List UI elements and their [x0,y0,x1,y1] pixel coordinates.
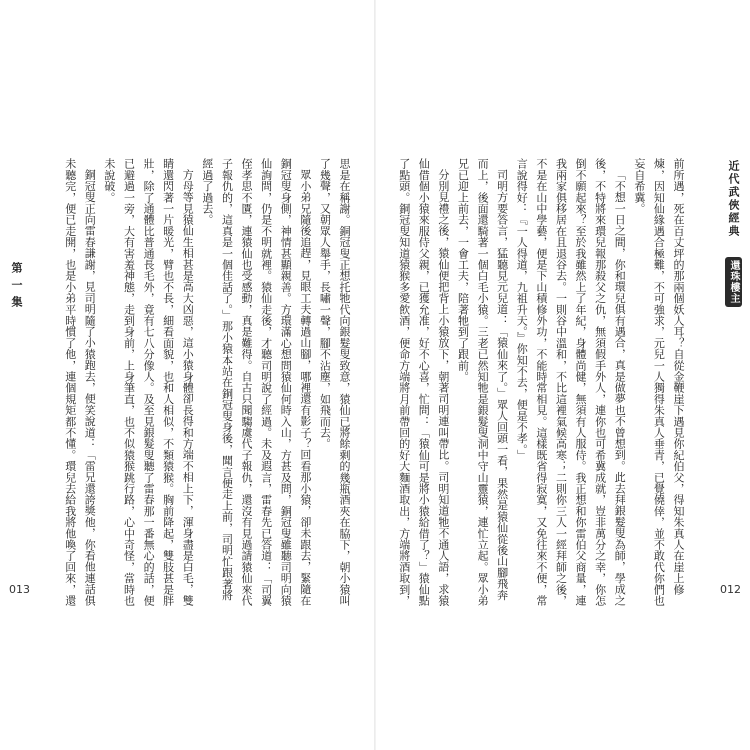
paragraph: 眾小弟兄隨後追趕，見眼工夫轉過山腳，哪裡還有影子？回看那小猿，卻未跟去，緊隨在銅冠叟身側，神情甚顯親善。方環滿心想問猿仙何時入山，方甚及問，銅冠叟雖聽司明向猿仙詢問，仍是不明就裡。猿仙走後，才聽司明說了經過。未及遐言，雷春先已答道：「司翼侄孝思不匱，連猿仙也受感動，真是難得。自古只聞騶虞代子報仇，還沒有見過請猿仙來代子報仇的，這真是一個佳話了。」那小猿本站在銅冠叟身後，聞言便走上前，司明忙跟著將經過了過去。 [200,158,312,606]
paragraph: 司明方要答言，猛聽見元兒道：「猿仙來了。」眾人回頭一看，果然是猿仙從後山腳飛奔而上，後面還騎著一個白毛小猿。三老已然知牠是銀髮叟洞中守山靈猿，連忙立起。眾小弟兄已迎上前去，一會工夫，陪著牠到了跟前。 [456,158,509,606]
page-number-right: 012 [720,583,741,596]
paragraph: 思是在稱謝。銅冠叟正想托牠代向銀髮叟致意，猿仙已將餘剩的幾瓶酒夾在脇下，朝小猿叫了幾聲，又朝眾人舉手，長嘯一聲，腳不沾塵，如飛而去。 [318,158,351,606]
right-page-text [394,158,688,610]
running-header [716,160,742,307]
left-page-text [62,158,354,610]
header-title: 近代武俠經典 [727,160,740,238]
left-page [0,0,374,750]
author-badge: 還珠樓主 [725,257,742,307]
paragraph: 「不想一日之間，你和環兒俱有遇合，真是做夢也不曾想到。此去拜銀髮叟為師，學成之後，不特將來環兒報那殺父之仇，無須假手外人，連你也可希冀成就，豈非萬分之幸，你怎倒不願起來？至於我雖然上了年紀，身體尚健，無須有人服侍。我正想和你雷伯父商量，連我兩家俱移居在且退谷去。一則谷中溫和，不比這裡氣候高寒；二則你三人一經拜師之後，不是在山中學藝，便是下山積修外功，不能時常相見。這樣既省得寂寞，又免往來不便，常言說得好：『一人得道，九祖升天。』你知不去，便是不孝。」 [515,158,627,606]
paragraph: 方母等見猿仙生相甚是高大凶惡，這小猿身體卻長得和方端不相上下，渾身盡是白毛，雙睛還閃著一片暖光，臂也不長，細看面貌，也和人相似，不類猿猴。胸前降起，雙肢甚是胖壯，除了通體比普通長毛外，竟有七八分像人。及至見銀髮叟聽了雷春那一番無心的話，便已避過一旁，大有害羞神態，走到身前，上身筆直，也不似猿猴跳行路，心中奇怪，當時也未說破。 [102,158,195,606]
chapter-label: 第一集 [10,262,23,313]
paragraph: 前所遇，死在百丈坪的那兩個妖人耳？自從金鞭崖下遇見你紀伯父，得知朱真人在崖上修煉，因知仙緣遇合極難，不可強求，元兒一人獨得朱真人垂青，已覺僥倖，並不敢代你們也妄自希冀。 [632,158,685,606]
paragraph: 銅冠叟正向雷春謙謝，見司明隨了小猿跑去，便笑說道：「雷兄還誇獎他，你看他連話俱未聽完，便已走開，也是小弟平時慣了他，連個規矩都不懂。環兒去給我將他喚了回來，還 [63,158,97,606]
page-number-left: 013 [9,583,30,596]
right-page [376,0,750,750]
paragraph: 分別見禮之後，猿仙便把背上小猿放下，朝著司明連叫帶比。司明知道牠不通人語，求猿仙借個小猿來服侍父親，已獲允准，好不心喜，忙問：「猿仙可是將小猿給借了？」猿仙點了點頭。銅冠叟知道猿猴多愛飲酒，便命方端將月前帶回的好大麵酒取出，方端將酒取到， [397,158,450,606]
